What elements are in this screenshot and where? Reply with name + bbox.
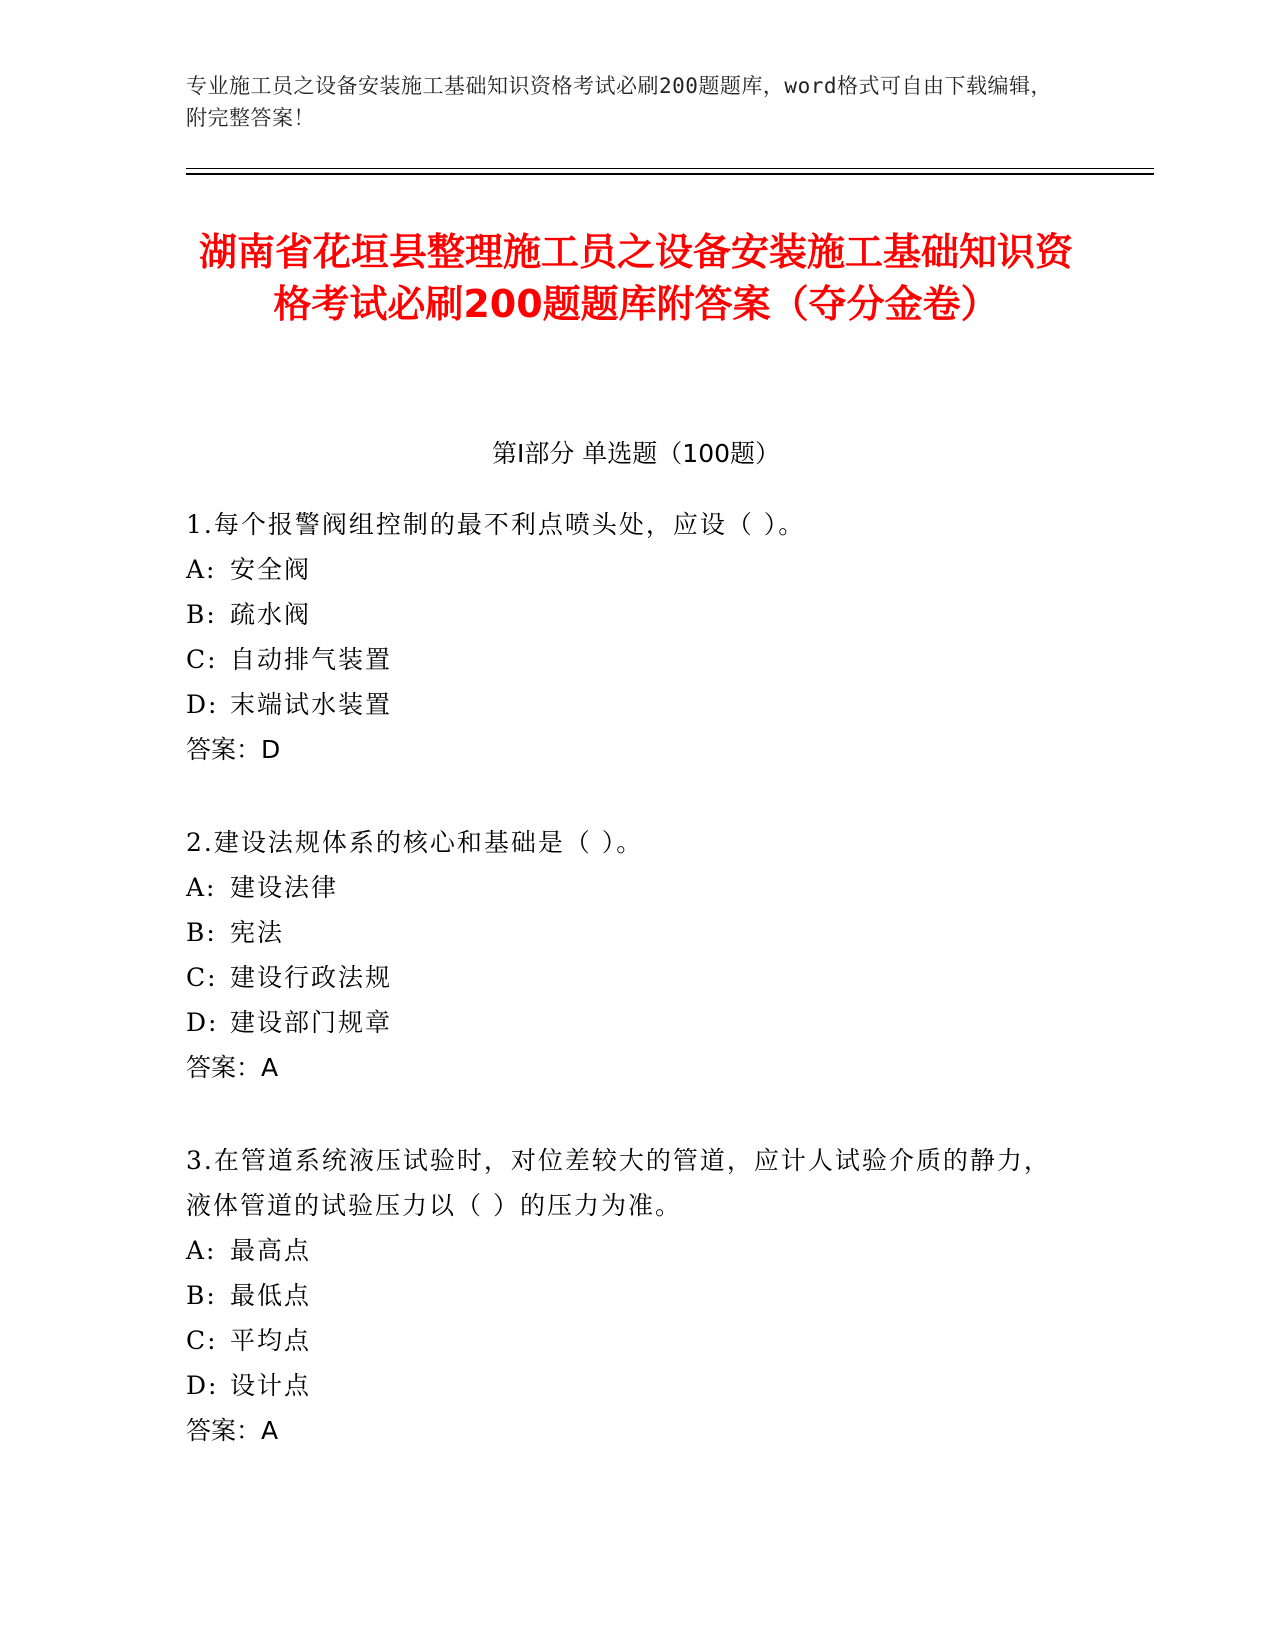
option-b	[186, 910, 1066, 955]
option-b	[186, 592, 1066, 637]
option-d	[186, 1000, 1066, 1045]
answer-line: 答案：D	[186, 735, 281, 764]
option-text: 建设行政法规	[230, 963, 393, 992]
document-title: 湖南省花垣县整理施工员之设备安装施工基础知识资格考试必刷200题题库附答案（夺分金卷）	[198, 230, 1073, 326]
option-letter: A:	[186, 873, 217, 902]
header-note: 专业施工员之设备安装施工基础知识资格考试必刷200题题库，word格式可自由下载编辑，附完整答案！	[186, 74, 1052, 130]
option-letter: C:	[186, 645, 218, 674]
question-stem: 3.在管道系统液压试验时，对位差较大的管道，应计人试验介质的静力，液体管道的试验压力以（ ）的压力为准。	[186, 1146, 1051, 1220]
option-text: 安全阀	[230, 555, 312, 584]
option-a	[186, 1228, 1066, 1273]
option-a	[186, 865, 1066, 910]
option-letter: A:	[186, 555, 217, 584]
option-text: 平均点	[230, 1326, 312, 1355]
option-letter: C:	[186, 963, 218, 992]
option-b	[186, 1273, 1066, 1318]
answer-line: 答案：A	[186, 1416, 279, 1445]
option-letter: C:	[186, 1326, 218, 1355]
question-stem: 2.建设法规体系的核心和基础是（ ）。	[186, 828, 644, 857]
section-heading: 第I部分 单选题（100题）	[491, 439, 781, 468]
option-text: 自动排气装置	[230, 645, 393, 674]
option-text: 末端试水装置	[230, 690, 393, 719]
option-letter: B:	[186, 1281, 217, 1310]
option-letter: A:	[186, 1236, 217, 1265]
option-d	[186, 1363, 1066, 1408]
header-rule-thin	[186, 168, 1154, 169]
question-2	[186, 820, 1066, 1090]
question-stem: 1.每个报警阀组控制的最不利点喷头处，应设（ ）。	[186, 510, 806, 539]
option-letter: B:	[186, 918, 217, 947]
option-c	[186, 955, 1066, 1000]
option-d	[186, 682, 1066, 727]
option-text: 建设部门规章	[230, 1008, 393, 1037]
option-text: 最高点	[230, 1236, 312, 1265]
answer-line: 答案：A	[186, 1053, 279, 1082]
question-1	[186, 502, 1066, 772]
option-letter: D:	[186, 1008, 219, 1037]
option-letter: B:	[186, 600, 217, 629]
option-text: 设计点	[230, 1371, 312, 1400]
option-text: 疏水阀	[230, 600, 312, 629]
header-rule-thick	[186, 173, 1154, 175]
option-letter: D:	[186, 1371, 219, 1400]
option-text: 宪法	[230, 918, 285, 947]
option-c	[186, 1318, 1066, 1363]
option-letter: D:	[186, 690, 219, 719]
option-text: 建设法律	[230, 873, 339, 902]
option-text: 最低点	[230, 1281, 312, 1310]
question-3	[186, 1138, 1066, 1453]
option-c	[186, 637, 1066, 682]
option-a	[186, 547, 1066, 592]
